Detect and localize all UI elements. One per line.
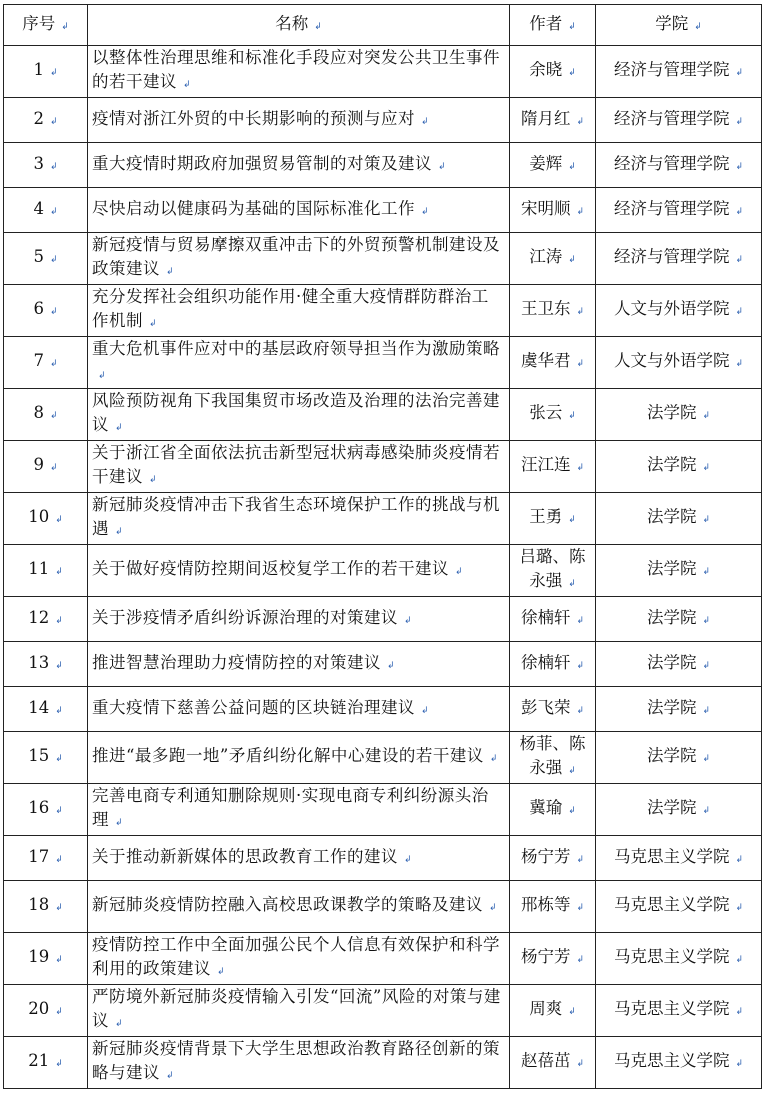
paragraph-mark-icon: ↲ <box>404 854 413 865</box>
paragraph-mark-icon: ↲ <box>576 463 585 473</box>
cell-num: 14 ↲ <box>4 687 88 732</box>
cell-author: 隋月红 ↲ <box>510 98 596 143</box>
paragraph-mark-icon: ↲ <box>49 411 58 421</box>
paragraph-mark-icon: ↲ <box>55 1007 63 1017</box>
paragraph-mark-icon: ↲ <box>404 615 413 626</box>
paragraph-mark-icon: ↲ <box>489 754 498 764</box>
cell-num: 13 ↲ <box>4 642 88 687</box>
paragraph-mark-icon: ↲ <box>61 21 69 32</box>
cell-title: 重大疫情下慈善公益问题的区块链治理建议 ↲ <box>88 687 510 732</box>
cell-author: 虞华君 ↲ <box>510 337 596 389</box>
table-row <box>4 687 762 732</box>
paragraph-mark-icon: ↲ <box>421 705 430 716</box>
cell-num: 1 ↲ <box>4 46 88 98</box>
table-row <box>4 545 762 597</box>
cell-author: 余晓 ↲ <box>510 46 596 98</box>
paragraph-mark-icon: ↲ <box>568 1007 576 1017</box>
paragraph-mark-icon: ↲ <box>735 359 744 369</box>
cell-author: 江涛 ↲ <box>510 233 596 285</box>
cell-author: 汪江连 ↲ <box>510 441 596 493</box>
table-row <box>4 46 762 98</box>
cell-num: 2 ↲ <box>4 98 88 143</box>
cell-title: 重大疫情时期政府加强贸易管制的对策及建议 ↲ <box>88 143 510 188</box>
cell-num: 16 ↲ <box>4 784 88 836</box>
paragraph-mark-icon: ↲ <box>735 116 744 127</box>
paragraph-mark-icon: ↲ <box>576 307 585 317</box>
table-row <box>4 597 762 642</box>
header-author: 作者 ↲ <box>510 5 596 46</box>
cell-title: 完善电商专利通知删除规则·实现电商专利纠纷源头治理 ↲ <box>88 784 510 836</box>
paragraph-mark-icon: ↲ <box>702 411 711 421</box>
paragraph-mark-icon: ↲ <box>702 705 711 716</box>
cell-title: 以整体性治理思维和标准化手段应对突发公共卫生事件的若干建议 ↲ <box>88 46 510 98</box>
table-row <box>4 881 762 933</box>
paragraph-mark-icon: ↲ <box>735 1059 744 1069</box>
paragraph-mark-icon: ↲ <box>55 515 63 525</box>
cell-num: 15 ↲ <box>4 732 88 784</box>
paragraph-mark-icon: ↲ <box>55 806 63 816</box>
table-row <box>4 985 762 1037</box>
cell-author: 张云 ↲ <box>510 389 596 441</box>
table-row <box>4 389 762 441</box>
cell-title: 关于涉疫情矛盾纠纷诉源治理的对策建议 ↲ <box>88 597 510 642</box>
cell-title: 疫情防控工作中全面加强公民个人信息有效保护和科学利用的政策建议 ↲ <box>88 933 510 985</box>
paragraph-mark-icon: ↲ <box>735 68 744 78</box>
paragraph-mark-icon: ↲ <box>49 206 58 217</box>
cell-author: 周爽 ↲ <box>510 985 596 1037</box>
paragraph-mark-icon: ↲ <box>55 1059 63 1069</box>
paragraph-mark-icon: ↲ <box>314 21 322 32</box>
cell-college: 马克思主义学院 ↲ <box>596 933 762 985</box>
table-row <box>4 642 762 687</box>
table-row <box>4 493 762 545</box>
cell-author: 彭飞荣 ↲ <box>510 687 596 732</box>
cell-title: 充分发挥社会组织功能作用·健全重大疫情群防群治工作机制 ↲ <box>88 285 510 337</box>
table-row <box>4 836 762 881</box>
paragraph-mark-icon: ↲ <box>702 660 711 671</box>
cell-title: 严防境外新冠肺炎疫情输入引发“回流”风险的对策与建议 ↲ <box>88 985 510 1037</box>
paragraph-mark-icon: ↲ <box>421 116 430 127</box>
paragraph-mark-icon: ↲ <box>49 68 58 78</box>
paragraph-mark-icon: ↲ <box>702 463 711 473</box>
cell-author: 邢栋等 ↲ <box>510 881 596 933</box>
paragraph-mark-icon: ↲ <box>576 359 585 369</box>
table-row <box>4 784 762 836</box>
paragraph-mark-icon: ↲ <box>702 806 711 816</box>
table-row <box>4 933 762 985</box>
paragraph-mark-icon: ↲ <box>455 567 464 577</box>
paragraph-mark-icon: ↲ <box>735 1007 744 1017</box>
paragraph-mark-icon: ↲ <box>166 1071 175 1081</box>
table-row <box>4 441 762 493</box>
paragraph-mark-icon: ↲ <box>55 660 63 671</box>
cell-college: 人文与外语学院 ↲ <box>596 285 762 337</box>
cell-title: 新冠肺炎疫情冲击下我省生态环境保护工作的挑战与机遇 ↲ <box>88 493 510 545</box>
paragraph-mark-icon: ↲ <box>55 955 63 965</box>
cell-num: 18 ↲ <box>4 881 88 933</box>
table-row <box>4 98 762 143</box>
paragraph-mark-icon: ↲ <box>438 161 447 172</box>
cell-author: 赵蓓茁 ↲ <box>510 1037 596 1089</box>
cell-college: 法学院 ↲ <box>596 642 762 687</box>
cell-author: 宋明顺 ↲ <box>510 188 596 233</box>
paragraph-mark-icon: ↲ <box>576 116 585 127</box>
cell-title: 新冠疫情与贸易摩擦双重冲击下的外贸预警机制建设及政策建议 ↲ <box>88 233 510 285</box>
paragraph-mark-icon: ↲ <box>735 955 744 965</box>
cell-num: 19 ↲ <box>4 933 88 985</box>
cell-author: 姜辉 ↲ <box>510 143 596 188</box>
header-college: 学院 ↲ <box>596 5 762 46</box>
paragraph-mark-icon: ↲ <box>735 206 744 217</box>
cell-author: 吕璐、陈永强 ↲ <box>510 545 596 597</box>
cell-title: 关于浙江省全面依法抗击新型冠状病毒感染肺炎疫情若干建议 ↲ <box>88 441 510 493</box>
paragraph-mark-icon: ↲ <box>568 766 576 776</box>
paragraph-mark-icon: ↲ <box>694 21 702 32</box>
cell-num: 6 ↲ <box>4 285 88 337</box>
paragraph-mark-icon: ↲ <box>702 515 711 525</box>
paragraph-mark-icon: ↲ <box>568 21 576 32</box>
paragraph-mark-icon: ↲ <box>55 567 63 577</box>
paragraph-mark-icon: ↲ <box>702 615 711 626</box>
paragraph-mark-icon: ↲ <box>568 411 576 421</box>
table-row <box>4 188 762 233</box>
cell-author: 杨菲、陈永强 ↲ <box>510 732 596 784</box>
paragraph-mark-icon: ↲ <box>568 161 576 172</box>
cell-num: 8 ↲ <box>4 389 88 441</box>
paragraph-mark-icon: ↲ <box>576 615 585 626</box>
cell-num: 17 ↲ <box>4 836 88 881</box>
paragraph-mark-icon: ↲ <box>576 705 585 716</box>
paragraph-mark-icon: ↲ <box>568 515 576 525</box>
cell-author: 冀瑜 ↲ <box>510 784 596 836</box>
cell-author: 徐楠轩 ↲ <box>510 597 596 642</box>
cell-college: 法学院 ↲ <box>596 441 762 493</box>
header-num: 序号 ↲ <box>4 5 88 46</box>
paragraph-mark-icon: ↲ <box>49 255 58 265</box>
cell-college: 马克思主义学院 ↲ <box>596 836 762 881</box>
paragraph-mark-icon: ↲ <box>489 903 498 913</box>
paragraph-mark-icon: ↲ <box>55 615 63 626</box>
cell-num: 20 ↲ <box>4 985 88 1037</box>
paragraph-mark-icon: ↲ <box>55 903 63 913</box>
table-row <box>4 143 762 188</box>
cell-title: 新冠肺炎疫情背景下大学生思想政治教育路径创新的策略与建议 ↲ <box>88 1037 510 1089</box>
cell-college: 马克思主义学院 ↲ <box>596 881 762 933</box>
cell-author: 杨宁芳 ↲ <box>510 836 596 881</box>
paragraph-mark-icon: ↲ <box>576 206 585 217</box>
cell-title: 推进“最多跑一地”矛盾纠纷化解中心建设的若干建议 ↲ <box>88 732 510 784</box>
table-row <box>4 1037 762 1089</box>
cell-college: 经济与管理学院 ↲ <box>596 46 762 98</box>
paragraph-mark-icon: ↲ <box>55 854 63 865</box>
paragraph-mark-icon: ↲ <box>115 423 124 433</box>
cell-author: 杨宁芳 ↲ <box>510 933 596 985</box>
cell-college: 法学院 ↲ <box>596 732 762 784</box>
paragraph-mark-icon: ↲ <box>55 705 63 716</box>
achievements-table <box>3 4 762 1089</box>
cell-num: 11 ↲ <box>4 545 88 597</box>
cell-college: 法学院 ↲ <box>596 687 762 732</box>
paragraph-mark-icon: ↲ <box>98 371 107 381</box>
cell-college: 法学院 ↲ <box>596 784 762 836</box>
paragraph-mark-icon: ↲ <box>576 1059 585 1069</box>
paragraph-mark-icon: ↲ <box>735 854 744 865</box>
paragraph-mark-icon: ↲ <box>568 806 576 816</box>
table-row <box>4 233 762 285</box>
paragraph-mark-icon: ↲ <box>568 579 576 589</box>
paragraph-mark-icon: ↲ <box>735 255 744 265</box>
cell-college: 人文与外语学院 ↲ <box>596 337 762 389</box>
paragraph-mark-icon: ↲ <box>166 267 175 277</box>
paragraph-mark-icon: ↲ <box>735 903 744 913</box>
header-row <box>4 5 762 46</box>
paragraph-mark-icon: ↲ <box>576 854 585 865</box>
paragraph-mark-icon: ↲ <box>55 754 63 764</box>
table-row <box>4 732 762 784</box>
table-row <box>4 337 762 389</box>
cell-college: 马克思主义学院 ↲ <box>596 1037 762 1089</box>
paragraph-mark-icon: ↲ <box>49 307 58 317</box>
cell-title: 重大危机事件应对中的基层政府领导担当作为激励策略↲ <box>88 337 510 389</box>
cell-title: 疫情对浙江外贸的中长期影响的预测与应对 ↲ <box>88 98 510 143</box>
paragraph-mark-icon: ↲ <box>115 1019 124 1029</box>
cell-college: 经济与管理学院 ↲ <box>596 188 762 233</box>
paragraph-mark-icon: ↲ <box>387 660 396 671</box>
cell-author: 王卫东 ↲ <box>510 285 596 337</box>
cell-author: 徐楠轩 ↲ <box>510 642 596 687</box>
paragraph-mark-icon: ↲ <box>568 255 576 265</box>
paragraph-mark-icon: ↲ <box>702 754 711 764</box>
cell-college: 法学院 ↲ <box>596 545 762 597</box>
cell-num: 5 ↲ <box>4 233 88 285</box>
cell-num: 21 ↲ <box>4 1037 88 1089</box>
paragraph-mark-icon: ↲ <box>735 307 744 317</box>
cell-title: 关于做好疫情防控期间返校复学工作的若干建议 ↲ <box>88 545 510 597</box>
paragraph-mark-icon: ↲ <box>49 463 58 473</box>
header-title: 名称 ↲ <box>88 5 510 46</box>
cell-title: 尽快启动以健康码为基础的国际标准化工作 ↲ <box>88 188 510 233</box>
cell-num: 7 ↲ <box>4 337 88 389</box>
paragraph-mark-icon: ↲ <box>576 660 585 671</box>
paragraph-mark-icon: ↲ <box>49 116 58 127</box>
paragraph-mark-icon: ↲ <box>421 206 430 217</box>
cell-college: 法学院 ↲ <box>596 389 762 441</box>
cell-num: 3 ↲ <box>4 143 88 188</box>
paragraph-mark-icon: ↲ <box>702 567 711 577</box>
cell-title: 风险预防视角下我国集贸市场改造及治理的法治完善建议 ↲ <box>88 389 510 441</box>
cell-num: 4 ↲ <box>4 188 88 233</box>
cell-author: 王勇 ↲ <box>510 493 596 545</box>
cell-num: 12 ↲ <box>4 597 88 642</box>
paragraph-mark-icon: ↲ <box>49 359 58 369</box>
paragraph-mark-icon: ↲ <box>183 80 192 90</box>
cell-college: 经济与管理学院 ↲ <box>596 233 762 285</box>
cell-title: 关于推动新新媒体的思政教育工作的建议 ↲ <box>88 836 510 881</box>
paragraph-mark-icon: ↲ <box>149 319 158 329</box>
cell-college: 经济与管理学院 ↲ <box>596 98 762 143</box>
paragraph-mark-icon: ↲ <box>115 527 124 537</box>
paragraph-mark-icon: ↲ <box>115 818 124 828</box>
paragraph-mark-icon: ↲ <box>49 161 58 172</box>
paragraph-mark-icon: ↲ <box>217 967 226 977</box>
paragraph-mark-icon: ↲ <box>568 68 576 78</box>
paragraph-mark-icon: ↲ <box>576 955 585 965</box>
cell-college: 经济与管理学院 ↲ <box>596 143 762 188</box>
cell-num: 9 ↲ <box>4 441 88 493</box>
cell-num: 10 ↲ <box>4 493 88 545</box>
table-row <box>4 285 762 337</box>
cell-college: 法学院 ↲ <box>596 493 762 545</box>
cell-college: 马克思主义学院 ↲ <box>596 985 762 1037</box>
paragraph-mark-icon: ↲ <box>576 903 585 913</box>
cell-title: 新冠肺炎疫情防控融入高校思政课教学的策略及建议 ↲ <box>88 881 510 933</box>
cell-title: 推进智慧治理助力疫情防控的对策建议 ↲ <box>88 642 510 687</box>
paragraph-mark-icon: ↲ <box>735 161 744 172</box>
cell-college: 法学院 ↲ <box>596 597 762 642</box>
paragraph-mark-icon: ↲ <box>149 475 158 485</box>
